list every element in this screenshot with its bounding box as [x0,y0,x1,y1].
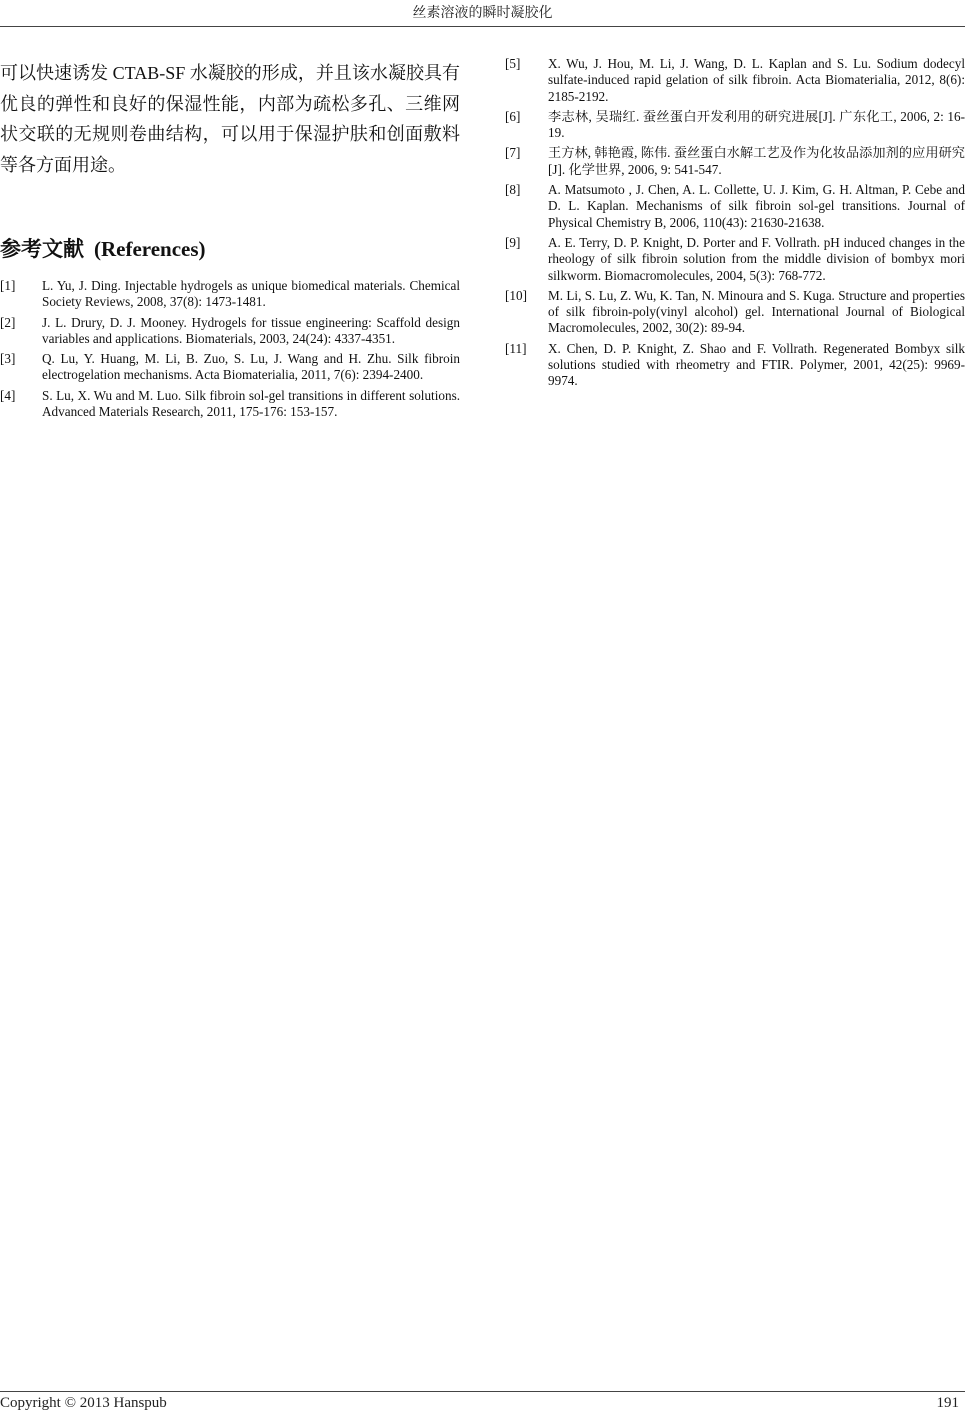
references-heading [0,236,460,262]
reference-number: [3] [0,351,16,367]
reference-text: 李志林, 吴瑞红. 蚕丝蛋白开发利用的研究进展[J]. 广东化工, 2006, 2: 16-19. [548,108,965,141]
reference-item [505,109,965,142]
reference-text: J. L. Drury, D. J. Mooney. Hydrogels for tissue engineering: Scaffold design variables and applications. Biomaterials, 2003, 24(24): 4337-4351. [42,314,460,346]
references-heading-en: (References) [94,237,206,261]
reference-text: L. Yu, J. Ding. Injectable hydrogels as unique biomedical materials. Chemical Society Reviews, 2008, 37(8): 1473-1481. [42,278,460,310]
reference-number: [8] [505,182,521,198]
reference-text: 王方林, 韩艳霞, 陈伟. 蚕丝蛋白水解工艺及作为化妆品添加剂的应用研究[J]. 化学世界, 2006, 9: 541-547. [548,145,965,177]
reference-number: [4] [0,387,16,403]
reference-number: [9] [505,234,521,250]
reference-item [0,351,460,384]
reference-number: [6] [505,108,521,124]
reference-item [0,315,460,348]
reference-item [505,182,965,231]
reference-text: A. Matsumoto , J. Chen, A. L. Collette, U. J. Kim, G. H. Altman, P. Cebe and D. L. Kaplan. Mechanisms of silk fibroin sol-gel transitions. Journal of Physical Chemistry B, 2006, 110(43): 21630-21638. [548,182,965,230]
intro-paragraph: 可以快速诱发 CTAB-SF 水凝胶的形成，并且该水凝胶具有优良的弹性和良好的保湿性能，内部为疏松多孔、三维网状交联的无规则卷曲结构，可以用于保湿护肤和创面敷料等各方面用途。 [0,63,460,175]
reference-text: A. E. Terry, D. P. Knight, D. Porter and F. Vollrath. pH induced changes in the rheology of silk fibroin solution from the middle division of bombyx mori silkworm. Biomacromolecules, 2004, 5(3): 768-772. [548,234,965,283]
reference-item [0,388,460,421]
reference-item [505,56,965,105]
reference-number: [2] [0,314,16,330]
reference-number: [1] [0,278,16,293]
reference-item [0,278,460,311]
reference-text: X. Wu, J. Hou, M. Li, J. Wang, D. L. Kaplan and S. Lu. Sodium dodecyl sulfate-induced rapid gelation of silk fibroin. Acta Biomaterialia, 2012, 8(6): 2185-2192. [548,56,965,104]
page-footer [0,1392,965,1412]
reference-item [505,145,965,178]
reference-item [505,341,965,390]
left-column [0,58,460,424]
reference-item [505,235,965,284]
reference-number: [7] [505,145,521,161]
page-number: 191 [936,1395,959,1411]
reference-number: [5] [505,56,521,71]
reference-text: Q. Lu, Y. Huang, M. Li, B. Zuo, S. Lu, J. Wang and H. Zhu. Silk fibroin electrogelation mechanisms. Acta Biomaterialia, 2011, 7(6): 2394-2400. [42,351,460,383]
reference-text: S. Lu, X. Wu and M. Luo. Silk fibroin sol-gel transitions in different solutions. Advanced Materials Research, 2011, 175-176: 153-157. [42,387,460,420]
running-header: 丝素溶液的瞬时凝胶化 [412,6,553,21]
reference-text: M. Li, S. Lu, Z. Wu, K. Tan, N. Minoura and S. Kuga. Structure and properties of silk fibroin-poly(vinyl alcohol) gel. International Journal of Biological Macromolecules, 2002, 30(2): 89-94. [548,287,965,336]
copyright-notice: Copyright © 2013 Hanspub [0,1395,167,1411]
header-rule [0,26,965,27]
reference-text: X. Chen, D. P. Knight, Z. Shao and F. Vollrath. Regenerated Bombyx silk solutions studied with rheometry and FTIR. Polymer, 2001, 42(25): 9969-9974. [548,340,965,389]
references-heading-zh: 参考文献 [0,237,84,261]
reference-item [505,288,965,337]
reference-number: [11] [505,340,527,356]
reference-number: [10] [505,287,527,303]
reference-list-right [505,56,965,390]
right-column [505,56,965,394]
reference-list-left [0,278,460,420]
